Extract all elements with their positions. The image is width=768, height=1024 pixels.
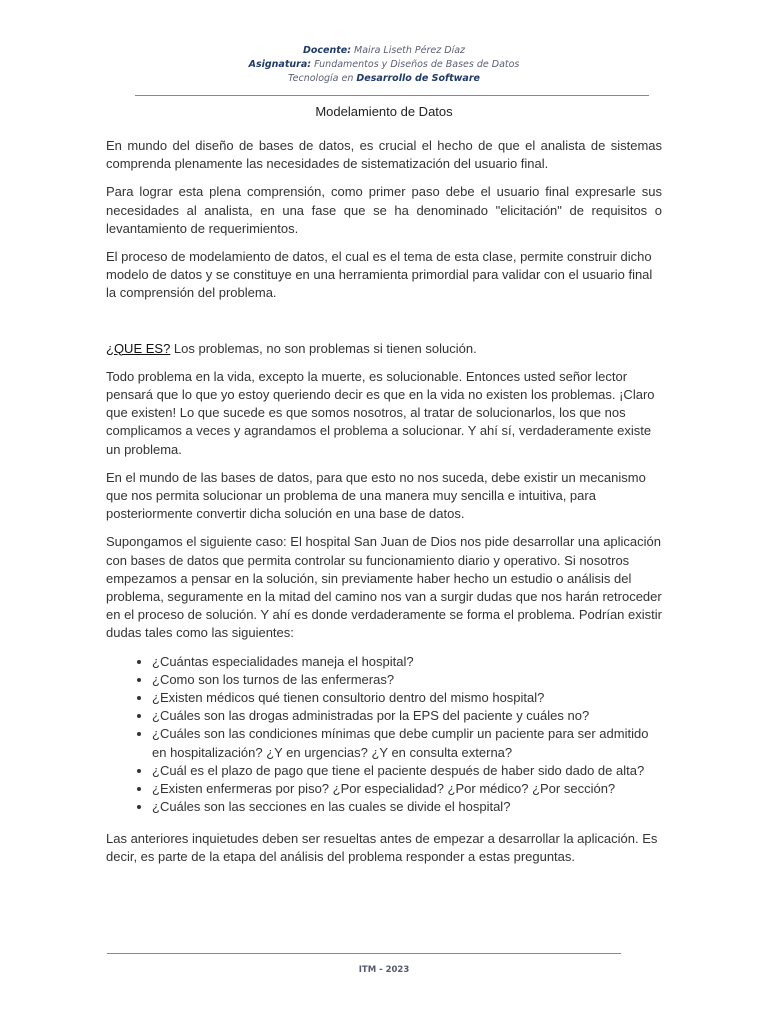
list-item: • ¿Existen enfermeras por piso? ¿Por especialidad? ¿Por médico? ¿Por sección?	[152, 780, 662, 798]
page-title: Modelamiento de Datos	[315, 104, 453, 119]
main-paragraph-2: En el mundo de las bases de datos, para que esto no nos suceda, debe existir un mecanismo que nos permita solucionar un problema de una manera muy sencilla e intuitiva, para posteriormente convertir dicha solución en una base de datos.	[106, 469, 646, 522]
closing-paragraph: Las anteriores inquietudes deben ser resueltas antes de empezar a desarrollar la aplicación. Es decir, es parte de la etapa del análisis del problema responder a estas preguntas.	[106, 830, 658, 864]
program-line	[0, 72, 768, 86]
questions-list	[106, 653, 662, 817]
program-name: Desarrollo de Software	[356, 73, 480, 84]
main-paragraph-3: Supongamos el siguiente caso: El hospital San Juan de Dios nos pide desarrollar una aplicación con bases de datos que permita controlar su funcionamiento diario y operativo. Si nosotros empezamos a pensar en la solución, sin previamente haber hecho un estudio o análisis del problema, seguramente en la mitad del camino nos van a surgir dudas que nos harán retroceder en el proceso de solución. Y ahí es donde verdaderamente se forma el problema. Podrían existir dudas tales como las siguientes:	[106, 534, 662, 641]
que-es-label: ¿QUE ES?	[106, 340, 171, 356]
docente-name: Maira Liseth Pérez Díaz	[354, 45, 466, 56]
main-paragraph-1: Todo problema en la vida, excepto la muerte, es solucionable. Entonces usted señor lector pensará que lo que yo estoy queriendo decir es que en la vida no existen los problemas. ¡Claro que existen! Lo que sucede es que somos nosotros, al tratar de solucionarlos, los que nos complicamos a veces y agrandamos el problema a solucionar. Y ahí sí, verdaderamente existe un problema.	[106, 368, 655, 457]
asignatura-label: Asignatura:	[248, 59, 312, 70]
list-item: • ¿Cuáles son las drogas administradas por la EPS del paciente y cuáles no?	[152, 707, 662, 725]
page-footer: ITM - 2023	[358, 965, 410, 975]
list-item: • ¿Cuáles son las condiciones mínimas que debe cumplir un paciente para ser admitido en hospitalización? ¿Y en urgencias? ¿Y en consulta externa?	[152, 725, 662, 761]
asignatura-name: Fundamentos y Diseños de Bases de Datos	[314, 59, 520, 70]
list-item: • ¿Cuáles son las secciones en las cuales se divide el hospital?	[152, 798, 662, 816]
document-body	[106, 137, 662, 876]
page-header	[0, 44, 768, 86]
intro-paragraph-3: El proceso de modelamiento de datos, el cual es el tema de esta clase, permite construir dicho modelo de datos y se constituye en una herramienta primordial para validar con el usuario final la comprensión del problema.	[106, 249, 653, 301]
intro-paragraph-1: En mundo del diseño de bases de datos, es crucial el hecho de que el analista de sistemas comprenda plenamente las necesidades de sistematización del usuario final.	[106, 138, 662, 172]
list-item: • ¿Cuántas especialidades maneja el hospital?	[152, 653, 662, 671]
docente-label: Docente:	[302, 45, 351, 56]
list-item: • ¿Cuál es el plazo de pago que tiene el paciente después de haber sido dado de alta?	[152, 762, 662, 780]
que-es-paragraph	[106, 340, 662, 358]
header-divider	[135, 95, 649, 96]
section-spacer	[106, 313, 662, 340]
intro-paragraph-2: Para lograr esta plena comprensión, como primer paso debe el usuario final expresarle sus necesidades al analista, en una fase que se ha denominado "elicitación" de requisitos o levantamiento de requerimientos.	[106, 184, 662, 236]
footer-divider	[107, 953, 621, 954]
que-es-text: Los problemas, no son problemas si tienen solución.	[170, 340, 477, 356]
list-item: • ¿Como son los turnos de las enfermeras?	[152, 671, 662, 689]
docente-line	[0, 44, 768, 58]
program-prefix: Tecnología en	[288, 73, 357, 84]
list-item: • ¿Existen médicos qué tienen consultorio dentro del mismo hospital?	[152, 689, 662, 707]
asignatura-line	[0, 58, 768, 72]
